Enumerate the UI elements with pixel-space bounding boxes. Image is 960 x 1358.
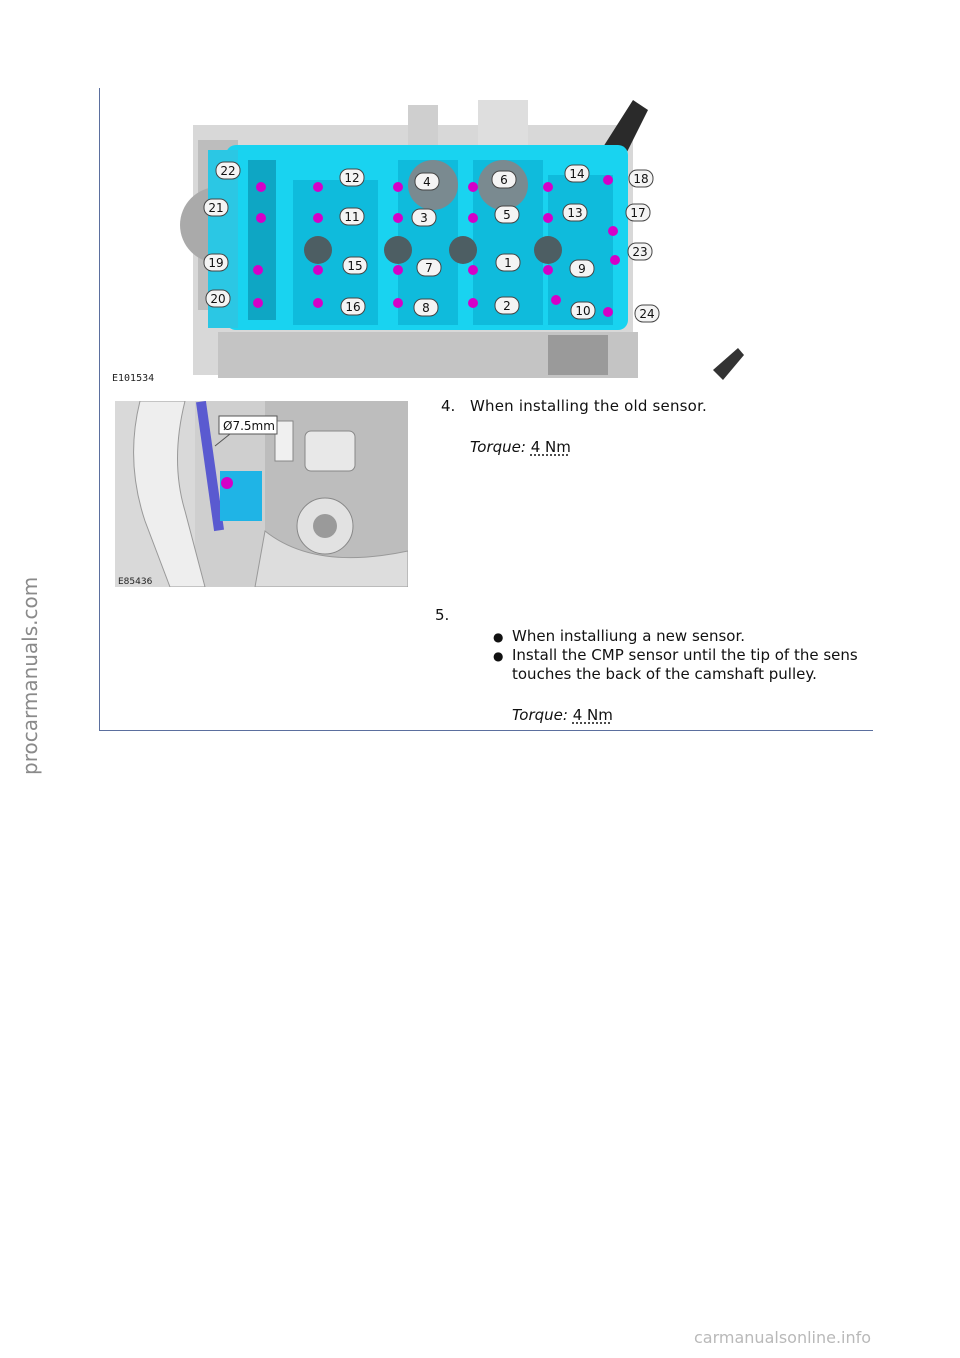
torque-value[interactable]: 4 Nm <box>530 438 571 456</box>
figure-ref: E85436 <box>118 577 153 587</box>
torque-value[interactable]: 4 Nm <box>572 706 613 724</box>
bullet-text: touches the back of the camshaft pulley. <box>512 665 817 683</box>
bolt-label: 15 <box>347 259 363 273</box>
bolt-label: 3 <box>420 211 428 225</box>
torque-label: Torque: <box>512 706 568 724</box>
figure-ref: E101534 <box>112 373 155 382</box>
bolt-label: 22 <box>220 164 236 178</box>
diameter-callout: Ø7.5mm <box>223 419 275 433</box>
bolt-label: 4 <box>423 175 431 189</box>
list-item <box>493 627 746 645</box>
bolt-label: 21 <box>208 201 224 215</box>
step-number: 5. <box>435 606 450 624</box>
bolt-label: 9 <box>578 262 586 276</box>
bolt-label: 10 <box>575 304 591 318</box>
step-number: 4. <box>441 397 456 415</box>
bolt-label: 5 <box>503 208 511 222</box>
cylinder-head-bolt-diagram <box>108 100 748 382</box>
cmp-sensor-diagram <box>115 401 408 587</box>
side-watermark: procarmanuals.com <box>18 576 42 775</box>
bullet-icon: ● <box>493 630 504 644</box>
bolt-label: 12 <box>344 171 360 185</box>
bullet-text: Install the CMP sensor until the tip of the sens <box>512 646 858 664</box>
bolt-label: 14 <box>569 167 585 181</box>
bolt-label: 18 <box>633 172 649 186</box>
step-text: When installing the old sensor. <box>470 397 708 415</box>
bolt-label: 17 <box>630 206 646 220</box>
bolt-label: 11 <box>344 210 360 224</box>
bolt-label: 23 <box>632 245 648 259</box>
bolt-label: 16 <box>345 300 361 314</box>
bullet-text: When installiung a new sensor. <box>512 627 746 645</box>
bottom-border-line <box>99 730 873 731</box>
torque-spec <box>512 706 613 724</box>
bullet-icon: ● <box>493 649 504 663</box>
list-item <box>493 646 858 664</box>
torque-spec <box>470 438 571 456</box>
list-item-continuation <box>512 665 817 683</box>
torque-label: Torque: <box>470 438 526 456</box>
bolt-label: 2 <box>503 299 511 313</box>
bolt-label: 24 <box>639 307 655 321</box>
bolt-label: 6 <box>500 173 508 187</box>
bolt-label: 20 <box>210 292 226 306</box>
bolt-label: 19 <box>208 256 224 270</box>
bolt-label: 8 <box>422 301 430 315</box>
bolt-label: 1 <box>504 256 512 270</box>
left-border-line <box>99 88 100 731</box>
bottom-watermark: carmanualsonline.info <box>694 1328 872 1347</box>
bolt-label: 13 <box>567 206 583 220</box>
bolt-label: 7 <box>425 261 433 275</box>
